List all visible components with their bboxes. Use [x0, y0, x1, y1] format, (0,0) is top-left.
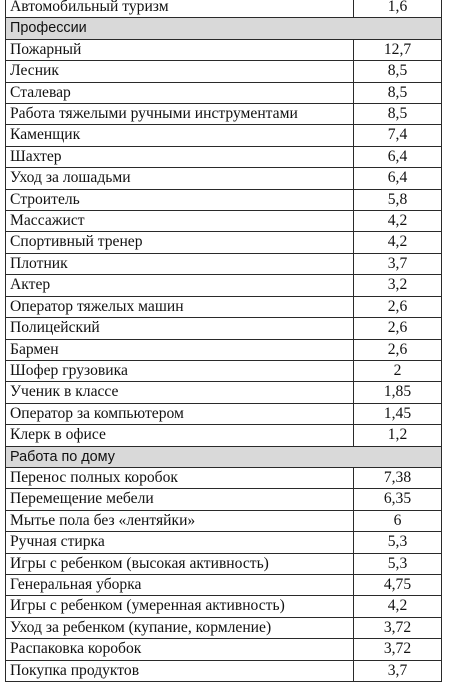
row-value: 2,6 — [354, 318, 442, 339]
table-row — [6, 253, 442, 274]
row-value: 3,72 — [354, 617, 442, 638]
table-row — [6, 574, 442, 595]
row-value: 2 — [354, 360, 442, 381]
row-value: 4,2 — [354, 232, 442, 253]
row-value: 8,5 — [354, 82, 442, 103]
row-value: 2,6 — [354, 296, 442, 317]
table-row — [6, 168, 442, 189]
row-value: 6,4 — [354, 168, 442, 189]
section-title: Профессии — [6, 18, 442, 39]
row-value: 3,7 — [354, 253, 442, 274]
row-value: 4,75 — [354, 574, 442, 595]
table-row — [6, 82, 442, 103]
activity-table-body — [6, 0, 442, 682]
row-label: Шахтер — [6, 146, 354, 167]
row-label: Перенос полных коробок — [6, 467, 354, 488]
row-value: 5,3 — [354, 532, 442, 553]
table-row — [6, 360, 442, 381]
row-value: 8,5 — [354, 104, 442, 125]
row-value: 4,2 — [354, 596, 442, 617]
row-label: Массажист — [6, 211, 354, 232]
table-row — [6, 403, 442, 424]
row-value: 7,4 — [354, 125, 442, 146]
row-label: Мытье пола без «лентяйки» — [6, 510, 354, 531]
table-row — [6, 39, 442, 60]
row-label: Каменщик — [6, 125, 354, 146]
row-value: 2,6 — [354, 339, 442, 360]
row-value: 8,5 — [354, 61, 442, 82]
table-row — [6, 617, 442, 638]
row-label: Оператор тяжелых машин — [6, 296, 354, 317]
table-row — [6, 532, 442, 553]
row-label: Игры с ребенком (высокая активность) — [6, 553, 354, 574]
table-row — [6, 467, 442, 488]
table-row — [6, 425, 442, 446]
section-header-row — [6, 18, 442, 39]
row-label: Ручная стирка — [6, 532, 354, 553]
row-label: Распаковка коробок — [6, 639, 354, 660]
row-value: 3,72 — [354, 639, 442, 660]
row-label: Строитель — [6, 189, 354, 210]
table-row — [6, 296, 442, 317]
row-value: 1,2 — [354, 425, 442, 446]
table-row — [6, 318, 442, 339]
row-label: Плотник — [6, 253, 354, 274]
row-label: Спортивный тренер — [6, 232, 354, 253]
row-value: 6,4 — [354, 146, 442, 167]
row-label: Шофер грузовика — [6, 360, 354, 381]
row-label: Пожарный — [6, 39, 354, 60]
table-row — [6, 339, 442, 360]
row-value: 1,6 — [354, 0, 442, 18]
table-row — [6, 125, 442, 146]
row-value: 5,8 — [354, 189, 442, 210]
row-label: Генеральная уборка — [6, 574, 354, 595]
row-label: Работа тяжелыми ручными инструментами — [6, 104, 354, 125]
table-row — [6, 489, 442, 510]
row-label: Уход за ребенком (купание, кормление) — [6, 617, 354, 638]
row-value: 4,2 — [354, 211, 442, 232]
section-header-row — [6, 446, 442, 467]
row-label: Автомобильный туризм — [6, 0, 354, 18]
table-row — [6, 232, 442, 253]
table-row — [6, 382, 442, 403]
row-value: 3,2 — [354, 275, 442, 296]
table-row — [6, 275, 442, 296]
row-value: 5,3 — [354, 553, 442, 574]
row-value: 7,38 — [354, 467, 442, 488]
row-value: 1,45 — [354, 403, 442, 424]
row-label: Лесник — [6, 61, 354, 82]
row-label: Уход за лошадьми — [6, 168, 354, 189]
row-label: Игры с ребенком (умеренная активность) — [6, 596, 354, 617]
table-row — [6, 660, 442, 681]
table-row — [6, 596, 442, 617]
row-label: Покупка продуктов — [6, 660, 354, 681]
table-row — [6, 639, 442, 660]
row-label: Клерк в офисе — [6, 425, 354, 446]
row-label: Сталевар — [6, 82, 354, 103]
row-label: Перемещение мебели — [6, 489, 354, 510]
row-label: Ученик в классе — [6, 382, 354, 403]
row-label: Бармен — [6, 339, 354, 360]
table-row — [6, 61, 442, 82]
row-value: 1,85 — [354, 382, 442, 403]
table-row — [6, 211, 442, 232]
row-value: 3,7 — [354, 660, 442, 681]
row-label: Актер — [6, 275, 354, 296]
table-row — [6, 553, 442, 574]
table-row — [6, 510, 442, 531]
row-value: 6 — [354, 510, 442, 531]
row-value: 6,35 — [354, 489, 442, 510]
row-value: 12,7 — [354, 39, 442, 60]
table-row — [6, 104, 442, 125]
table-row — [6, 189, 442, 210]
row-label: Полицейский — [6, 318, 354, 339]
section-title: Работа по дому — [6, 446, 442, 467]
table-row — [6, 0, 442, 18]
row-label: Оператор за компьютером — [6, 403, 354, 424]
table-row — [6, 146, 442, 167]
activity-table — [5, 0, 442, 682]
